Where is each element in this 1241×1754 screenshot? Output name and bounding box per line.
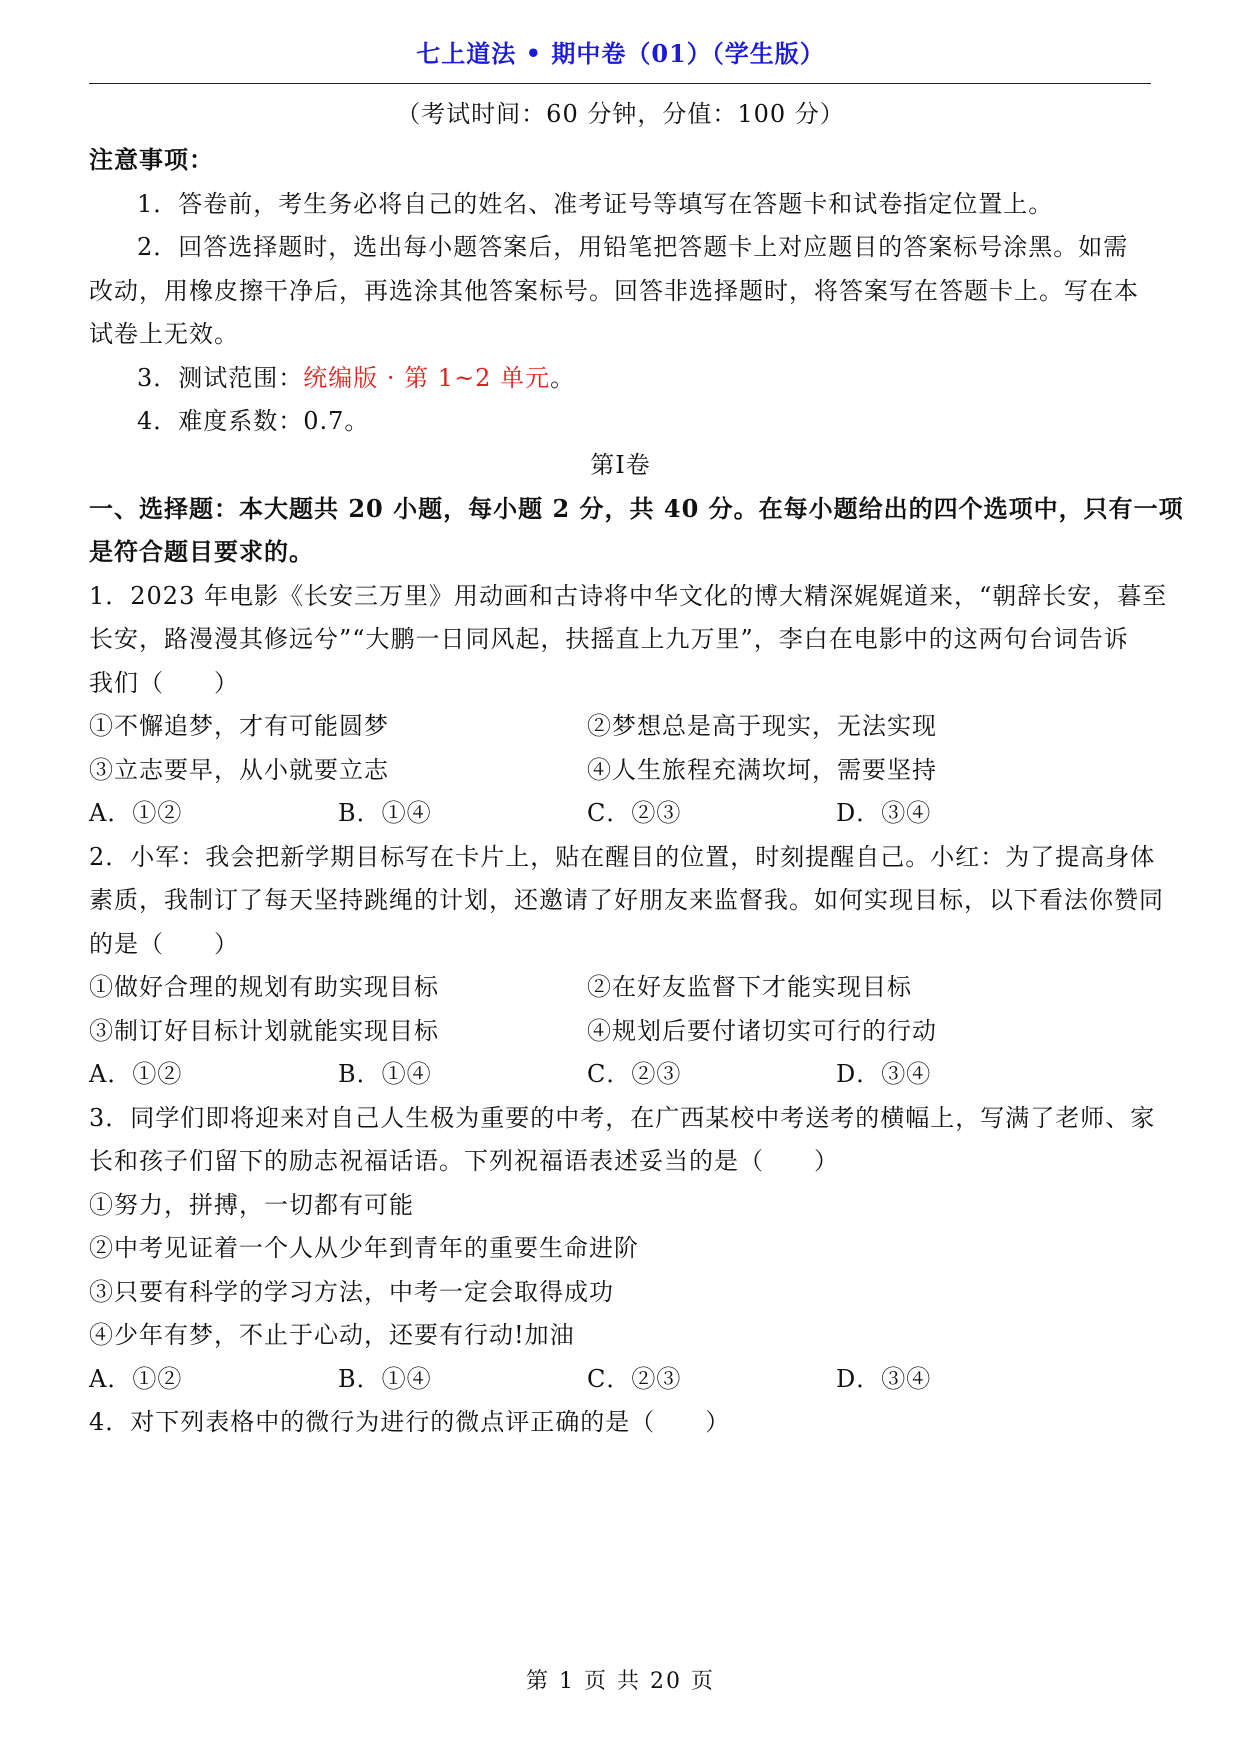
q1-stem-line-3: 我们（ ）	[89, 669, 239, 697]
q1-statement-4: ④人生旅程充满坎坷，需要坚持	[587, 756, 937, 784]
test-scope: 统编版 · 第 1~2 单元	[303, 364, 551, 392]
q3-choice-b: B．①④	[338, 1365, 432, 1393]
q2-choice-b: B．①④	[338, 1060, 432, 1088]
note-3-prefix: 3．测试范围：	[137, 364, 304, 392]
section-1-heading-line-1: 一、选择题：本大题共 20 小题，每小题 2 分，共 40 分。在每小题给出的四个选项中，只有一项	[89, 494, 1184, 523]
q3-choice-d: D．③④	[836, 1365, 932, 1393]
q2-statement-4: ④规划后要付诸切实可行的行动	[587, 1017, 937, 1045]
q1-choice-a: A．①②	[89, 799, 183, 827]
note-3	[89, 363, 1199, 393]
q2-stem-line-1: 2．小军：我会把新学期目标写在卡片上，贴在醒目的位置，时刻提醒自己。小红：为了提高身体	[89, 843, 1156, 871]
page-footer: 第 1 页 共 20 页	[526, 1669, 715, 1694]
note-2-line-1: 2．回答选择题时，选出每小题答案后，用铅笔把答题卡上对应题目的答案标号涂黑。如需	[137, 233, 1129, 261]
q1-choice-c: C．②③	[587, 799, 682, 827]
q2-stem-line-2: 素质，我制订了每天坚持跳绳的计划，还邀请了好朋友来监督我。如何实现目标，以下看法你赞同	[89, 886, 1164, 914]
q2-stem-line-3: 的是（ ）	[89, 930, 239, 958]
q1-statement-3: ③立志要早，从小就要立志	[89, 756, 389, 784]
section-1-heading-line-2: 是符合题目要求的。	[89, 537, 314, 566]
q1-choice-b: B．①④	[338, 799, 432, 827]
q2-choice-c: C．②③	[587, 1060, 682, 1088]
q4-stem-line-1: 4．对下列表格中的微行为进行的微点评正确的是（ ）	[89, 1408, 731, 1436]
header-divider	[89, 83, 1151, 84]
q2-statement-2: ②在好友监督下才能实现目标	[587, 973, 912, 1001]
notes-heading: 注意事项：	[89, 145, 214, 174]
q2-statement-3: ③制订好目标计划就能实现目标	[89, 1017, 439, 1045]
q3-choice-c: C．②③	[587, 1365, 682, 1393]
exam-info: （考试时间：60 分钟，分值：100 分）	[396, 100, 845, 128]
q3-stem-line-1: 3．同学们即将迎来对自己人生极为重要的中考，在广西某校中考送考的横幅上，写满了老师、家	[89, 1104, 1156, 1132]
q3-statement-1: ①努力，拼搏，一切都有可能	[89, 1191, 414, 1219]
q3-statement-3: ③只要有科学的学习方法，中考一定会取得成功	[89, 1278, 614, 1306]
q3-choice-a: A．①②	[89, 1365, 183, 1393]
q1-statement-2: ②梦想总是高于现实，无法实现	[587, 712, 937, 740]
volume-title: 第I卷	[590, 451, 651, 479]
page-header-title: 七上道法 • 期中卷（01）（学生版）	[416, 39, 825, 68]
note-4: 4．难度系数：0.7。	[137, 407, 370, 435]
q1-stem-line-2: 长安，路漫漫其修远兮”“大鹏一日同风起，扶摇直上九万里”，李白在电影中的这两句台词告诉	[89, 625, 1129, 653]
q1-stem-line-1: 1．2023 年电影《长安三万里》用动画和古诗将中华文化的博大精深娓娓道来，“朝辞长安，暮至	[89, 582, 1168, 610]
q3-statement-4: ④少年有梦，不止于心动，还要有行动!加油	[89, 1321, 575, 1349]
note-1: 1．答卷前，考生务必将自己的姓名、准考证号等填写在答题卡和试卷指定位置上。	[137, 190, 1054, 218]
q2-choice-a: A．①②	[89, 1060, 183, 1088]
q1-choice-d: D．③④	[836, 799, 932, 827]
q2-statement-1: ①做好合理的规划有助实现目标	[89, 973, 439, 1001]
note-3-suffix: 。	[550, 364, 576, 392]
note-2-line-3: 试卷上无效。	[89, 320, 239, 348]
q2-choice-d: D．③④	[836, 1060, 932, 1088]
q3-statement-2: ②中考见证着一个人从少年到青年的重要生命进阶	[89, 1234, 639, 1262]
q1-statement-1: ①不懈追梦，才有可能圆梦	[89, 712, 389, 740]
note-2-line-2: 改动，用橡皮擦干净后，再选涂其他答案标号。回答非选择题时，将答案写在答题卡上。写在本	[89, 277, 1139, 305]
q3-stem-line-2: 长和孩子们留下的励志祝福话语。下列祝福语表述妥当的是（ ）	[89, 1147, 839, 1175]
